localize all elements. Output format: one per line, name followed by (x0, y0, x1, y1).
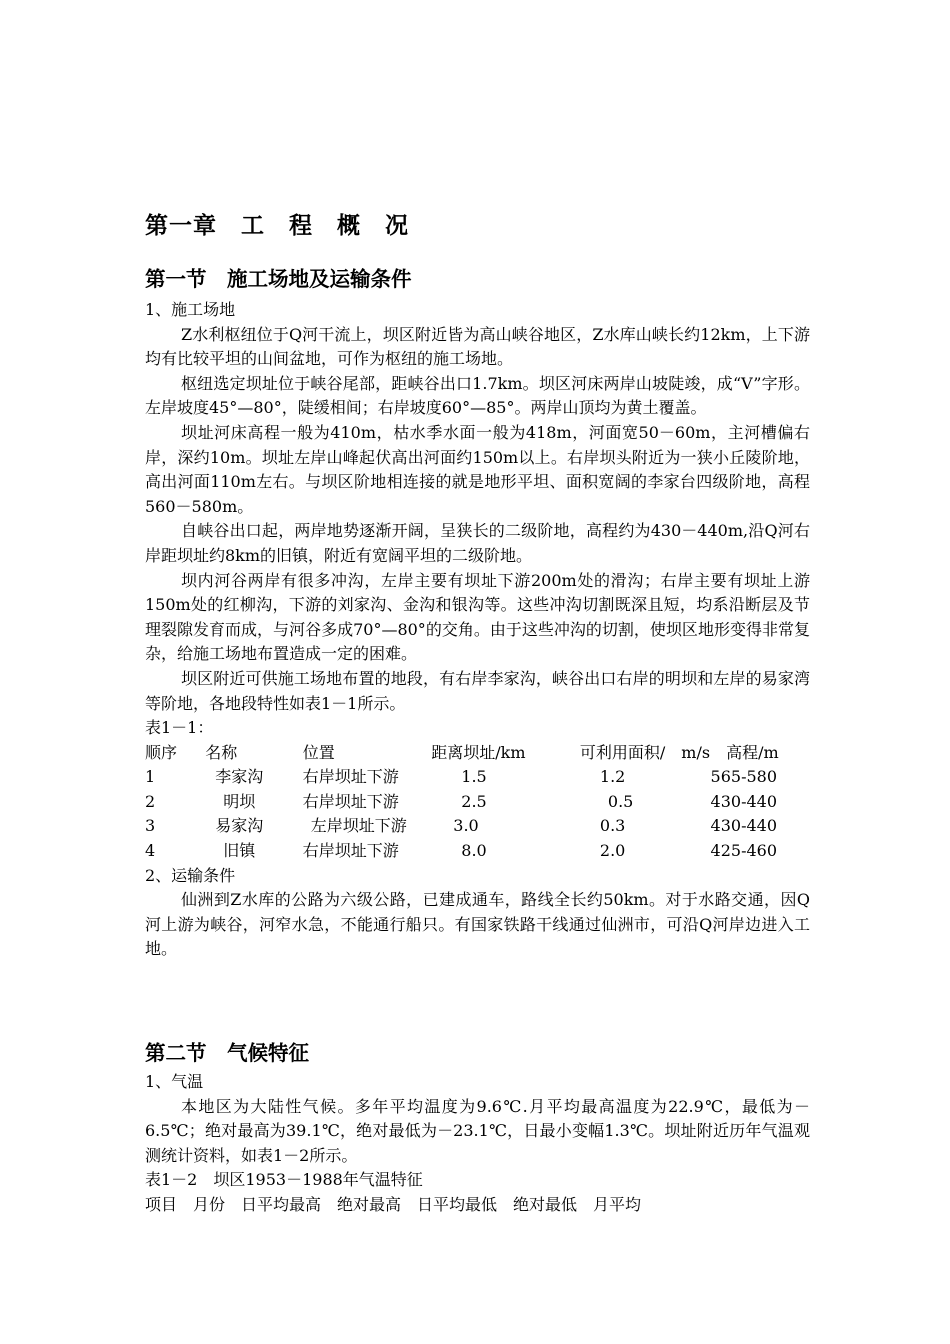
table-row (145, 839, 810, 864)
cell-distance: 1.5 (461, 767, 487, 787)
col-header-area-elevation (580, 741, 810, 766)
cell-elevation: 430-440 (710, 816, 778, 836)
subheading-construction-site: 1、施工场地 (145, 300, 236, 319)
cell-location: 右岸坝址下游 (302, 767, 399, 787)
cell-elevation: 430-440 (710, 791, 778, 811)
section1-body (145, 298, 810, 962)
cell-location: 右岸坝址下游 (302, 791, 399, 811)
cell-distance: 2.5 (461, 791, 487, 811)
table-row (145, 790, 810, 815)
subheading-transport: 2、运输条件 (145, 865, 236, 885)
table-1-1-caption: 表1－1： (145, 718, 214, 738)
section2-body (145, 1070, 810, 1218)
chapter-title: 第一章 工 程 概 况 (145, 213, 409, 239)
paragraph-transport: 仙洲到Z水库的公路为六级公路，已建成通车，路线全长约50km。对于水路交通，因Q河上游为峡谷，河窄水急，不能通行船只。有国家铁路干线通过仙洲市，可沿Q河岸边进入工地。 (145, 890, 810, 959)
cell-name: 旧镇 (223, 841, 256, 861)
cell-order: 4 (145, 841, 156, 861)
table-1-1 (145, 741, 810, 864)
cell-name: 明坝 (223, 791, 256, 811)
paragraph-temperature: 本地区为大陆性气候。多年平均温度为9.6℃.月平均最高温度为22.9℃，最低为－6.5℃；绝对最高为39.1℃，绝对最低为－23.1℃，日最小变幅1.3℃。坝址附近历年气温观测统计资料，如表1－2所示。 (145, 1096, 810, 1165)
cell-order: 2 (145, 791, 156, 811)
subheading-temperature: 1、气温 (145, 1072, 204, 1091)
cell-location: 左岸坝址下游 (310, 816, 407, 836)
col-header-elevation: 高程/m (726, 742, 779, 762)
cell-area: 0.5 (607, 791, 634, 811)
cell-name: 李家沟 (215, 767, 264, 787)
cell-location: 右岸坝址下游 (302, 841, 399, 861)
table-1-2-header: 项目 月份 日平均最高 绝对最高 日平均最低 绝对最低 月平均 (145, 1194, 642, 1214)
cell-elevation: 425-460 (710, 841, 778, 861)
paragraph-site-3: 坝址河床高程一般为410m，枯水季水面一般为418m，河面宽50－60m，主河槽偏右岸，深约10m。坝址左岸山峰起伏高出河面约150m以上。右岸坝头附近为一狭小丘陵阶地，高出河面110m左右。与坝区阶地相连接的就是地形平坦、面积宽阔的李家台四级阶地，高程560－580m。 (145, 422, 810, 516)
col-header-distance: 距离坝址/km (431, 742, 526, 762)
paragraph-site-1: Z水利枢纽位于Q河干流上，坝区附近皆为高山峡谷地区，Z水库山峡长约12km，上下游均有比较平坦的山间盆地，可作为枢纽的施工场地。 (145, 324, 810, 369)
cell-distance: 8.0 (461, 841, 487, 861)
col-header-name: 名称 (205, 742, 238, 762)
cell-area: 1.2 (599, 767, 626, 787)
cell-area: 2.0 (599, 841, 626, 861)
cell-order: 1 (145, 767, 156, 787)
cell-elevation: 565-580 (710, 767, 778, 787)
col-header-area: 可利用面积/ m/s (579, 742, 711, 762)
cell-distance: 3.0 (453, 816, 479, 836)
table-row (145, 814, 810, 839)
col-header-order: 顺序 (145, 742, 178, 762)
table-1-2-caption: 表1－2 坝区1953－1988年气温特征 (145, 1170, 423, 1190)
paragraph-site-6: 坝区附近可供施工场地布置的地段，有右岸李家沟，峡谷出口右岸的明坝和左岸的易家湾等阶地，各地段特性如表1－1所示。 (145, 668, 810, 713)
paragraph-site-4: 自峡谷出口起，两岸地势逐渐开阔，呈狭长的二级阶地，高程约为430－440m,沿Q河右岸距坝址约8km的旧镇，附近有宽阔平坦的二级阶地。 (145, 521, 810, 565)
paragraph-site-2: 枢纽选定坝址位于峡谷尾部，距峡谷出口1.7km。坝区河床两岸山坡陡竣，成“V”字形。左岸坡度45°—80°，陡缓相间；右岸坡度60°—85°。两岸山顶均为黄土覆盖。 (145, 373, 810, 418)
col-header-location: 位置 (302, 742, 335, 762)
table-header-row (145, 741, 810, 766)
section-title-site-transport: 第一节 施工场地及运输条件 (145, 267, 412, 291)
table-row (145, 765, 810, 790)
section-title-climate: 第二节 气候特征 (145, 1041, 309, 1065)
paragraph-site-5: 坝内河谷两岸有很多冲沟，左岸主要有坝址下游200m处的滑沟；右岸主要有坝址上游150m处的红柳沟，下游的刘家沟、金沟和银沟等。这些冲沟切割既深且短，均系沿断层及节理裂隙发育而成，与河谷多成70°—80°的交角。由于这些冲沟的切割，使坝区地形变得非常复杂，给施工场地布置造成一定的困难。 (145, 570, 810, 664)
cell-order: 3 (145, 816, 156, 836)
cell-area: 0.3 (599, 816, 626, 836)
cell-name: 易家沟 (215, 816, 264, 836)
